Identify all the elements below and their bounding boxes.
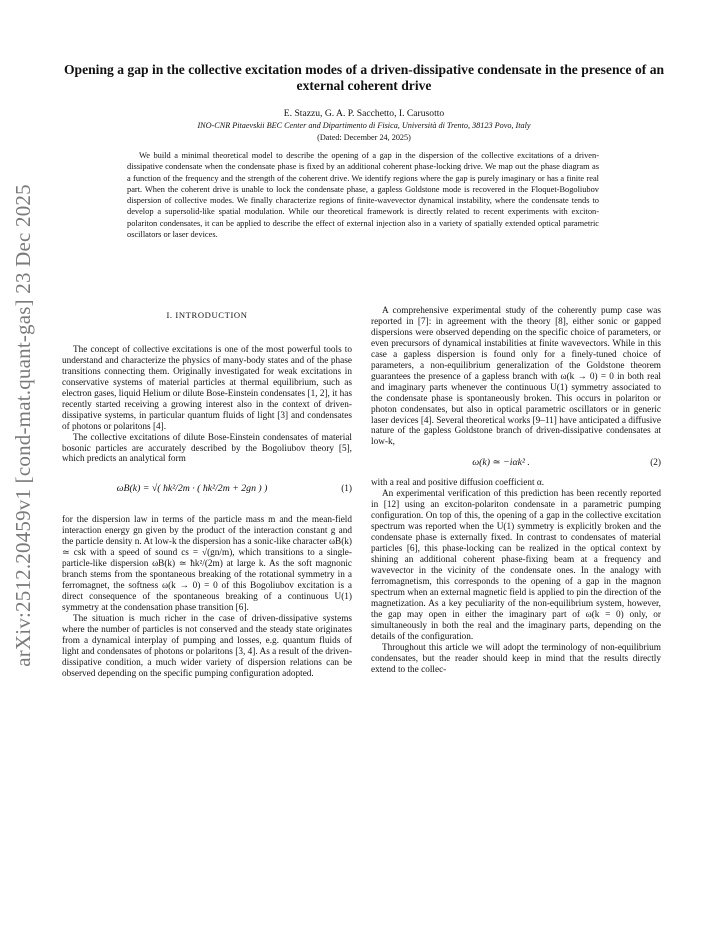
affiliation: INO-CNR Pitaevskii BEC Center and Dipartimento di Fisica, Università di Trento, 38123 Povo, Italy <box>197 121 531 130</box>
paragraph: The collective excitations of dilute Bose-Einstein condensates of material bosonic particles are accurately described by the Bogoliubov theory [5], which predicts an analytical form <box>62 432 352 465</box>
author-list: E. Stazzu, G. A. P. Sacchetto, I. Carusotto <box>283 108 445 119</box>
paragraph: The situation is much richer in the case of driven-dissipative systems where the number of particles is not conserved and the steady state originates from a dynamical interplay of pumping and losses, e.g. quantum fluids of light and condensates of photons or polaritons [3, 4]. As a result of the driven-dissipative condition, a much wider variety of dispersion relations can be observed depending on the specific pumping configuration adopted. <box>62 614 352 679</box>
paragraph: A comprehensive experimental study of the coherently pump case was reported in [7]: in agreement with the theory [8], either sonic or gapped dispersions were observed depending on the specific choice of parameters, or even precursors of dynamical instabilities at finite wavevectors. While in this case a gapless dispersion is found only for a finely-tuned choice of parameters, a non-equilibrium generalization of the Goldstone theorem guarantees the presence of a gapless branch with ω(k → 0) = 0 in both real and imaginary parts whenever the continuous U(1) symmetry associated to the condensate phase is spontaneously broken. This occurs in polariton or photon condensates, but also in optical parametric oscillators or in generic laser devices [4]. Several theoretical works [9–11] have anticipated a diffusive nature of the gapless Goldstone branch of driven-dissipative condensates at low-k, <box>371 306 661 448</box>
paper-title: Opening a gap in the collective excitation modes of a driven-dissipative condensate in the presence of an external coherent drive <box>63 62 665 93</box>
section-heading-introduction: I. INTRODUCTION <box>166 310 248 320</box>
equation-2 <box>371 452 661 474</box>
date-line: (Dated: December 24, 2025) <box>317 133 411 142</box>
equation-1-number: (1) <box>341 483 352 494</box>
paragraph: The concept of collective excitations is one of the most powerful tools to understand and characterize the physics of many-body states and of the phase transitions connecting them. Originally investigated for weak excitations in conservative systems of material particles at thermal equilibrium, such as electron gases, liquid Helium or dilute Bose-Einstein condensates [1, 2], it has recently started receiving a growing interest also in the context of driven-dissipative systems, in particular quantum fluids of light [3] and condensates of photons or polaritons [4]. <box>62 344 352 432</box>
arxiv-identifier-text: arXiv:2512.20459v1 [cond-mat.quant-gas] 23 Dec 2025 <box>10 183 35 667</box>
abstract: We build a minimal theoretical model to describe the opening of a gap in the dispersion of the collective excitations of a driven-dissipative condensate when the condensate phase is fixed by an additional coherent phase-locking drive. We map out the phase diagram as a function of the frequency and the strength of the coherent drive. We identify regions where the gap is purely imaginary or has a finite real part. When the coherent drive is unable to lock the condensate phase, a gapless Goldstone mode is recovered in the Floquet-Bogoliubov dispersion of collective modes. We finally characterize regions of finite-wavevector dynamical instability, where the condensate tends to develop a supersolid-like spatial modulation. While our theoretical framework is directly related to recent experiments with exciton-polariton condensates, it can be applied to describe the effect of external injection also in a variety of spatially extended optical parametric oscillators or laser devices. <box>127 151 599 240</box>
equation-2-body: ω(k) ≃ −iαk² . <box>472 456 530 468</box>
right-column <box>371 306 661 676</box>
arxiv-identifier-stamp <box>0 183 46 667</box>
equation-1-body: ωB(k) = √( ħk²/2m · ( ħk²/2m + 2gn ) ) <box>116 482 268 494</box>
paragraph: for the dispersion law in terms of the particle mass m and the mean-field interaction energy gn given by the product of the interaction constant g and the particle density n. At low-k the dispersion has a sonic-like character ωB(k) ≃ csk with a speed of sound cs = √(gn/m), which transitions to a single-particle-like dispersion ωB(k) ≃ ħk²/(2m) at large k. As the soft magnonic branch stems from the spontaneous breaking of the rotational symmetry in a ferromagnet, the softness ω(k → 0) = 0 of this Bogoliubov excitation is a direct consequence of the spontaneous breaking of a continuous U(1) symmetry at the condensation phase transition [6]. <box>62 515 352 614</box>
left-column <box>62 306 352 680</box>
equation-1 <box>62 469 352 509</box>
paragraph: An experimental verification of this prediction has been recently reported in [12] using an exciton-polariton condensate in a parametric pumping configuration. On top of this, the opening of a gap in the collective excitation spectrum was reported when the U(1) symmetry is explicitly broken and the condensate phase is externally fixed. In contrast to condensates of material particles [6], this phase-locking can be realized in the optical context by shining an additional coherent phase-fixing beam at a frequency and wavevector in the vicinity of the condensate ones. In the analogy with ferromagnetism, this corresponds to the opening of a gap in the magnon spectrum when an external magnetic field is applied to pin the direction of the magnetization. As a key peculiarity of the non-equilibrium system, however, the gap may open in either the imaginary part of ω(k = 0) only, or simultaneously in both the real and the imaginary parts, depending on the details of the configuration. <box>371 489 661 642</box>
equation-2-number: (2) <box>650 457 661 468</box>
paragraph: Throughout this article we will adopt the terminology of non-equilibrium condensates, but the reader should keep in mind that the results directly extend to the collec- <box>371 642 661 675</box>
paragraph: with a real and positive diffusion coefficient α. <box>371 478 545 489</box>
